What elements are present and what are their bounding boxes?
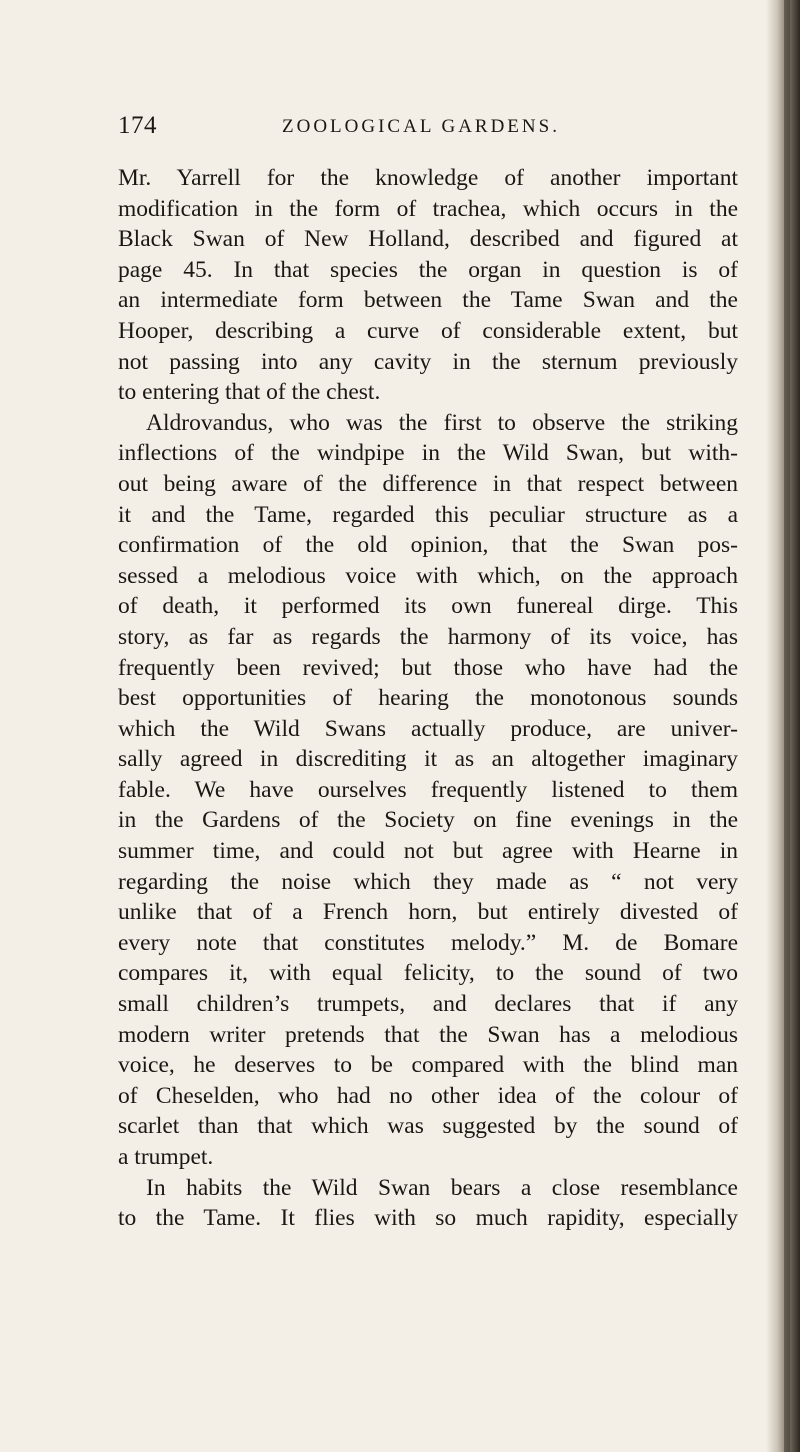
text-line: in the Gardens of the Society on fine evenings in the [118,807,738,834]
binding-edge [766,0,800,1452]
text-line: out being aware of the difference in that respect between [118,470,738,497]
running-title: ZOOLOGICAL GARDENS. [282,116,560,137]
text-line: story, as far as regards the harmony of its voice, has [118,623,738,650]
text-line: a trumpet. [118,1144,214,1170]
text-line: not passing into any cavity in the sternum previously [118,348,738,375]
text-line: confirmation of the old opinion, that the Swan pos- [118,532,738,559]
text-line: best opportunities of hearing the monotonous sounds [118,685,738,712]
text-line: modification in the form of trachea, which occurs in the [118,195,738,222]
text-line: scarlet than that which was suggested by the sound of [118,1113,738,1140]
text-line: regarding the noise which they made as “ not very [118,868,738,895]
text-line: small children’s trumpets, and declares that if any [118,991,738,1018]
text-line: of Cheselden, who had no other idea of the colour of [118,1082,738,1109]
text-line: compares it, with equal felicity, to the sound of two [118,960,738,987]
text-line: unlike that of a French horn, but entirely divested of [118,899,738,926]
text-line: to entering that of the chest. [118,379,381,406]
text-line: which the Wild Swans actually produce, are univer- [118,715,738,742]
text-line: voice, he deserves to be compared with the blind man [118,1052,738,1079]
text-line: In habits the Wild Swan bears a close resemblance [146,1174,738,1201]
text-line: Mr. Yarrell for the knowledge of another important [118,165,738,191]
text-line: Aldrovandus, who was the first to observe the striking [146,409,738,436]
text-line: to the Tame. It flies with so much rapidity, especially [118,1205,738,1232]
text-line: sessed a melodious voice with which, on the approach [118,562,738,589]
text-line: fable. We have ourselves frequently listened to them [118,776,738,803]
text-line: modern writer pretends that the Swan has a melodious [118,1021,738,1048]
text-line: frequently been revived; but those who have had the [118,654,738,681]
text-line: every note that constitutes melody.” M. de Bomare [118,929,738,956]
text-line: sally agreed in discrediting it as an altogether imaginary [118,746,738,773]
page-header [118,112,738,148]
text-line: inflections of the windpipe in the Wild Swan, but with- [118,440,738,467]
text-line: summer time, and could not but agree with Hearne in [118,838,738,865]
text-line: Black Swan of New Holland, described and figured at [118,226,738,253]
text-line: it and the Tame, regarded this peculiar structure as a [118,501,738,528]
text-line: an intermediate form between the Tame Swan and the [118,287,738,314]
text-line: of death, it performed its own funereal dirge. This [118,593,738,620]
text-line: page 45. In that species the organ in question is of [118,256,738,283]
text-line: Hooper, describing a curve of considerable extent, but [118,317,738,344]
body-text [118,163,738,1234]
page-number: 174 [118,112,157,139]
binding-shadow [784,0,790,1452]
